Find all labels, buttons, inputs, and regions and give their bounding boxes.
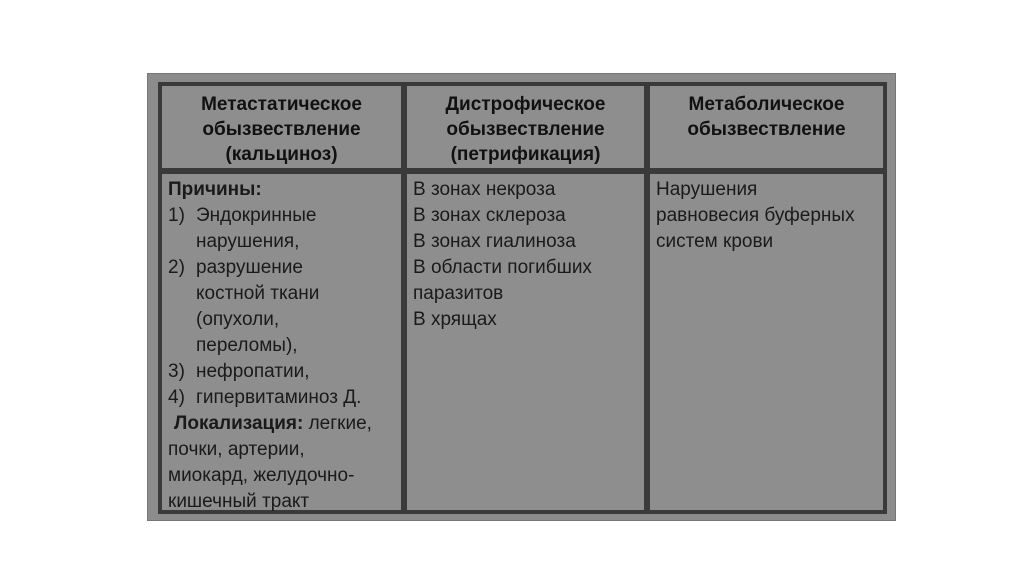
body-cell-metastatic bbox=[162, 174, 401, 510]
header-line: (петрификация) bbox=[450, 144, 601, 165]
dystrophic-line: паразитов bbox=[413, 283, 504, 304]
body-cell-metabolic bbox=[650, 174, 883, 510]
cause-item-cont: костной ткани bbox=[196, 283, 320, 304]
header-cell-metastatic bbox=[162, 86, 401, 168]
dystrophic-line: В зонах гиалиноза bbox=[413, 231, 576, 252]
metabolic-line: систем крови bbox=[656, 231, 774, 252]
cause-item-cont: нарушения, bbox=[196, 231, 300, 252]
header-line: Метаболическое bbox=[688, 94, 845, 115]
localization-line: почки, артерии, bbox=[168, 439, 305, 460]
header-line: обызвествление bbox=[446, 119, 605, 140]
metabolic-line: Нарушения bbox=[656, 179, 758, 200]
cause-item: 3) нефропатии, bbox=[168, 361, 310, 382]
header-line: обызвествление bbox=[202, 119, 361, 140]
dystrophic-line: В области погибших bbox=[413, 257, 592, 278]
localization-title: Локализация: bbox=[174, 413, 304, 434]
cause-item: 4) гипервитаминоз Д. bbox=[168, 387, 362, 408]
localization-line: кишечный тракт bbox=[168, 491, 310, 512]
header-line: Метастатическое bbox=[201, 94, 362, 115]
cause-item: 1) Эндокринные bbox=[168, 205, 317, 226]
dystrophic-line: В зонах некроза bbox=[413, 179, 556, 200]
localization-line: миокард, желудочно- bbox=[168, 465, 355, 486]
header-cell-dystrophic bbox=[407, 86, 644, 168]
causes-title: Причины: bbox=[168, 179, 262, 200]
cause-item: 2) разрушение bbox=[168, 257, 303, 278]
header-line: Дистрофическое bbox=[445, 94, 606, 115]
table-frame bbox=[147, 73, 896, 521]
header-line: обызвествление bbox=[687, 119, 846, 140]
body-cell-dystrophic bbox=[407, 174, 644, 510]
header-line: (кальциноз) bbox=[225, 144, 338, 165]
cause-item-cont: переломы), bbox=[196, 335, 298, 356]
dystrophic-line: В хрящах bbox=[413, 309, 497, 330]
localization-line: Локализация: легкие, bbox=[174, 413, 372, 434]
metabolic-line: равновесия буферных bbox=[656, 205, 855, 226]
header-cell-metabolic bbox=[650, 86, 883, 168]
cause-item-cont: (опухоли, bbox=[196, 309, 280, 330]
dystrophic-line: В зонах склероза bbox=[413, 205, 566, 226]
comparison-table bbox=[158, 82, 887, 514]
